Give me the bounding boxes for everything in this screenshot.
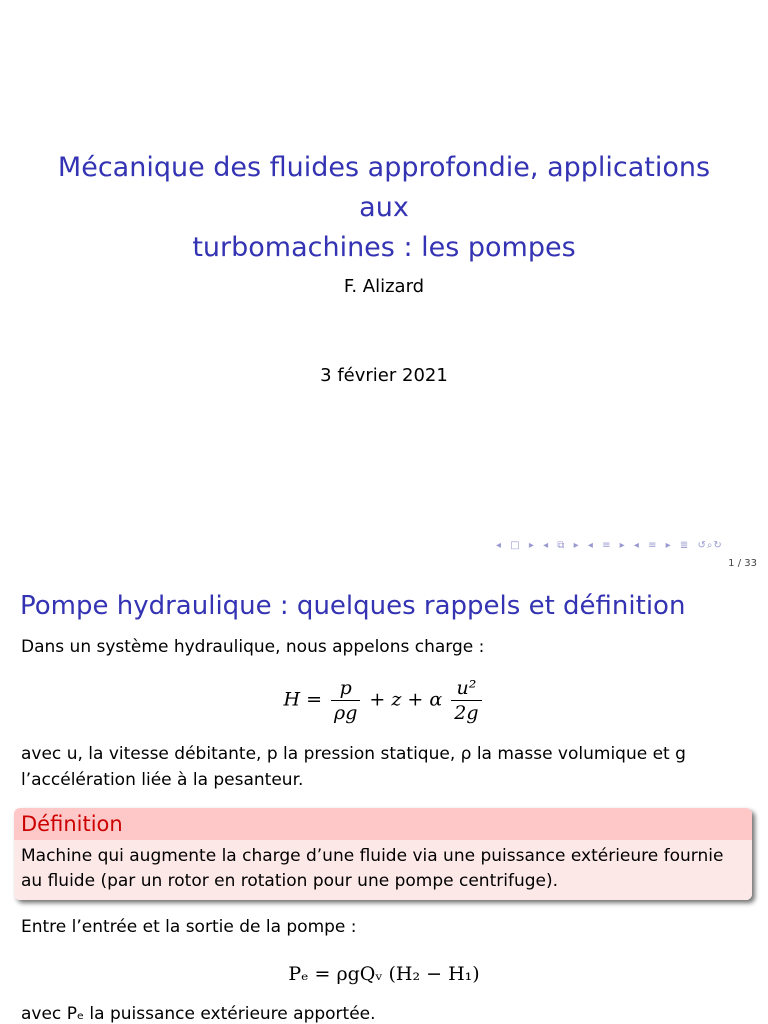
slide-pompe-hydraulique bbox=[0, 576, 768, 1024]
nav-section-icon[interactable]: ≡ bbox=[602, 540, 612, 551]
nav-left-arrow-icon[interactable]: ◂ bbox=[633, 540, 640, 551]
nav-right-arrow-icon[interactable]: ▸ bbox=[573, 540, 580, 551]
eq1-frac2-numerator: u² bbox=[451, 676, 481, 701]
nav-section-icon[interactable]: ≡ bbox=[648, 540, 658, 551]
definition-block bbox=[14, 808, 752, 900]
page-number: 1 / 33 bbox=[728, 558, 757, 569]
nav-right-arrow-icon[interactable]: ▸ bbox=[665, 540, 672, 551]
nav-left-arrow-icon[interactable]: ◂ bbox=[587, 540, 594, 551]
eq1-lhs: H bbox=[283, 688, 301, 711]
eq1-fraction-pressure bbox=[331, 676, 360, 725]
presentation-title bbox=[40, 148, 728, 268]
eq1-frac1-denominator: ρg bbox=[334, 702, 358, 724]
nav-align-icon[interactable]: ≣ bbox=[679, 540, 690, 551]
eq1-frac1-numerator: p bbox=[331, 676, 360, 701]
eq1-fraction-velocity bbox=[451, 676, 481, 725]
entre-sortie-text: Entre l’entrée et la sortie de la pompe : bbox=[21, 917, 357, 937]
variables-description: avec u, la vitesse débitante, p la pression statique, ρ la masse volumique et g l’accélération liée à la pesanteur. bbox=[21, 744, 686, 790]
definition-body: Machine qui augmente la charge d’une fluide via une puissance extérieure fournie au fluide (par un rotor en rotation pour une pompe centrifuge). bbox=[14, 840, 752, 900]
eq1-frac2-denominator: 2g bbox=[454, 702, 479, 724]
beamer-navigation-bar bbox=[496, 540, 764, 554]
nav-right-arrow-icon[interactable]: ▸ bbox=[528, 540, 535, 551]
frame-title: Pompe hydraulique : quelques rappels et définition bbox=[20, 591, 686, 621]
intro-text: Dans un système hydraulique, nous appelons charge : bbox=[21, 637, 485, 657]
nav-frame-icon[interactable]: □ bbox=[510, 540, 521, 551]
title-line-1: Mécanique des fluides approfondie, applications aux bbox=[57, 152, 711, 223]
nav-right-arrow-icon[interactable]: ▸ bbox=[619, 540, 626, 551]
puissance-description: avec Pₑ la puissance extérieure apportée. bbox=[21, 1004, 376, 1024]
title-line-2: turbomachines : les pompes bbox=[192, 232, 576, 263]
eq1-middle: + z + α bbox=[369, 688, 443, 711]
definition-title: Définition bbox=[14, 808, 752, 840]
equation-puissance: Pₑ = ρgQᵥ (H₂ − H₁) bbox=[288, 963, 480, 985]
nav-left-arrow-icon[interactable]: ◂ bbox=[543, 540, 550, 551]
nav-search-icon[interactable]: ↺⌕↻ bbox=[697, 540, 723, 551]
author: F. Alizard bbox=[343, 276, 425, 297]
equation-charge: H = $\frac{p}{\rho g}$ + z + α $\frac{\text{u²}}{2g}$ bbox=[0, 676, 768, 725]
nav-left-arrow-icon[interactable]: ◂ bbox=[496, 540, 503, 551]
nav-subsection-icon[interactable]: ⧉ bbox=[557, 540, 566, 551]
date: 3 février 2021 bbox=[320, 365, 448, 386]
